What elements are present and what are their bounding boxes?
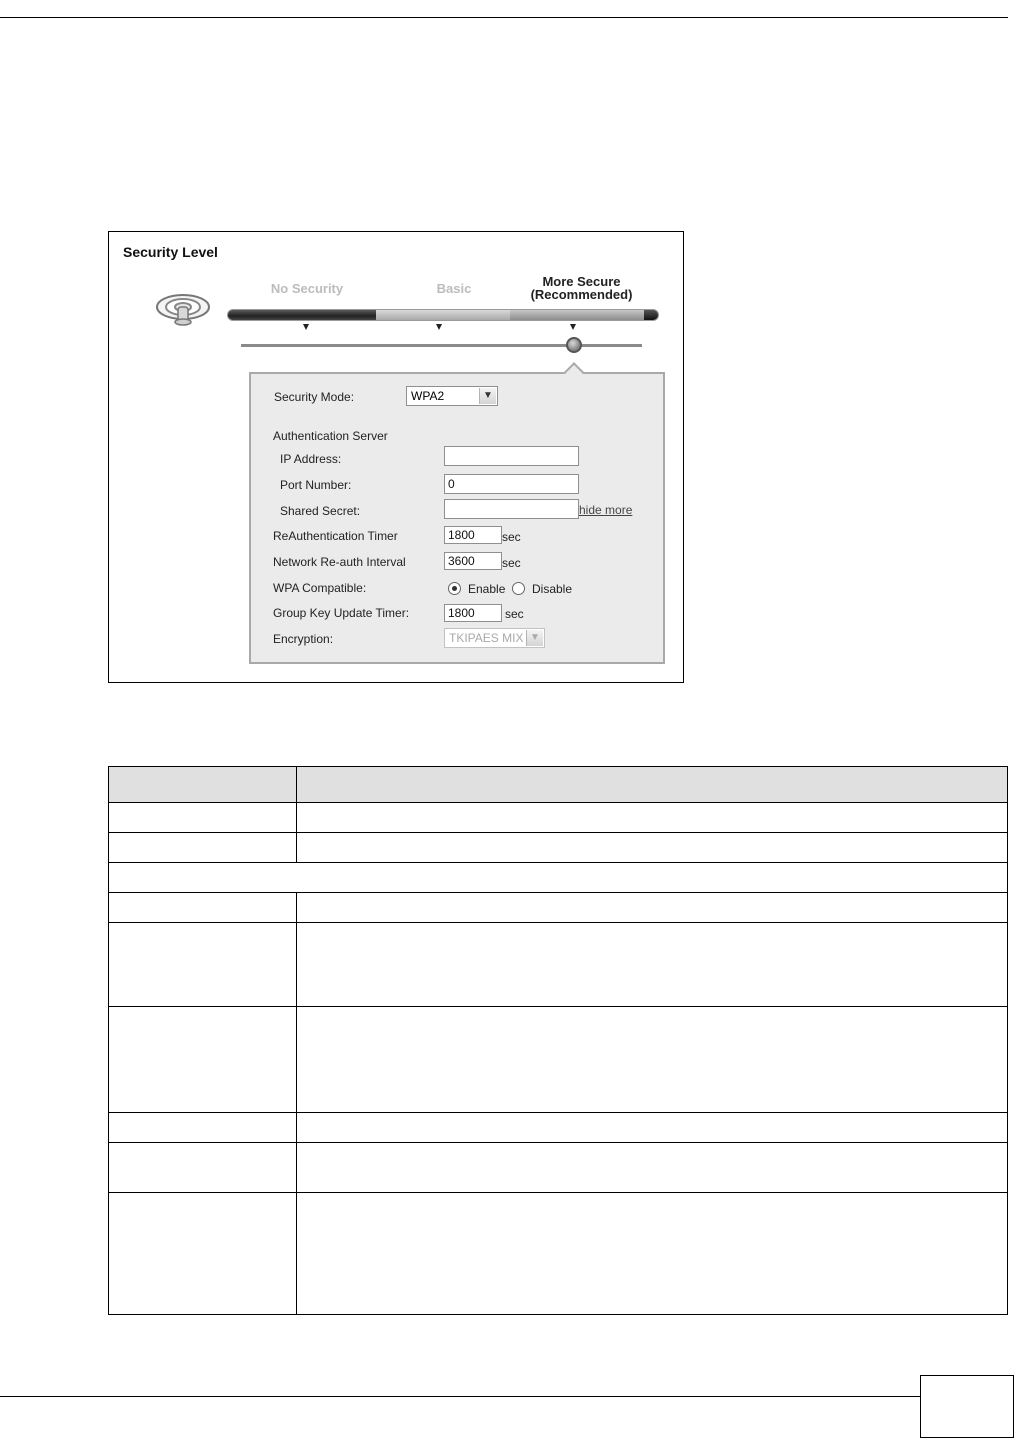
table-row [109, 893, 1008, 923]
table-cell [297, 803, 1008, 833]
level-no-security[interactable]: No Security [270, 281, 344, 296]
group-key-label: Group Key Update Timer: [273, 606, 410, 620]
hide-more-link[interactable]: hide more [579, 503, 633, 517]
header-rule [0, 17, 1008, 18]
table-row [109, 1113, 1008, 1143]
table-cell [297, 923, 1008, 1007]
level-basic[interactable]: Basic [436, 281, 472, 296]
table-cell [297, 893, 1008, 923]
table-row [109, 1193, 1008, 1315]
page-number-box [920, 1375, 1014, 1438]
reauth-interval-label: Network Re-auth Interval [273, 555, 406, 569]
table-cell [297, 833, 1008, 863]
table-row [109, 833, 1008, 863]
reauth-timer-unit: sec [502, 530, 521, 544]
tick-more-secure [570, 324, 576, 330]
table-row [109, 1007, 1008, 1113]
wifi-icon [153, 292, 213, 328]
description-table [108, 766, 1008, 1315]
table-cell [297, 1193, 1008, 1315]
footer-rule [0, 1396, 920, 1397]
group-key-unit: sec [505, 607, 524, 621]
chevron-down-icon: ▼ [479, 388, 496, 404]
reauth-timer-input[interactable]: 1800 [444, 526, 502, 544]
ip-address-input[interactable] [444, 446, 579, 466]
table-cell [109, 1007, 297, 1113]
wpa-disable-radio[interactable] [512, 582, 525, 595]
security-level-title: Security Level [123, 244, 218, 260]
security-level-screenshot [108, 231, 684, 683]
tick-no-security [303, 324, 309, 330]
wpa-disable-label: Disable [532, 582, 573, 596]
shared-secret-label: Shared Secret: [280, 504, 361, 518]
wpa-compatible-label: WPA Compatible: [273, 581, 367, 595]
table-cell [297, 1007, 1008, 1113]
table-cell [109, 1193, 297, 1315]
table-cell [297, 1143, 1008, 1193]
tick-basic [436, 324, 442, 330]
security-mode-label: Security Mode: [274, 390, 355, 404]
level-recommended-label: (Recommended) [530, 287, 633, 302]
port-number-input[interactable]: 0 [444, 474, 579, 494]
ip-address-label: IP Address: [280, 452, 342, 466]
reauth-interval-input[interactable]: 3600 [444, 552, 502, 570]
header-cell-description [297, 767, 1008, 803]
security-slider-knob[interactable] [566, 337, 582, 353]
reauth-timer-label: ReAuthentication Timer [273, 529, 398, 543]
table-row [109, 1143, 1008, 1193]
encryption-label: Encryption: [273, 632, 334, 646]
table-cell [109, 833, 297, 863]
level-more-secure[interactable] [524, 275, 639, 301]
security-mode-select[interactable] [406, 386, 498, 406]
chevron-down-icon: ▼ [526, 630, 543, 646]
wpa-enable-label: Enable [468, 582, 506, 596]
shared-secret-input[interactable] [444, 499, 579, 519]
table-cell [109, 1143, 297, 1193]
table-cell [297, 1113, 1008, 1143]
security-level-bar [227, 309, 659, 321]
encryption-value: TKIPAES MIX [449, 631, 524, 645]
header-cell-label [109, 767, 297, 803]
table-cell [109, 1113, 297, 1143]
group-key-input[interactable]: 1800 [444, 604, 502, 622]
table-cell [109, 803, 297, 833]
port-number-label: Port Number: [280, 478, 352, 492]
security-mode-value: WPA2 [411, 389, 445, 403]
table-cell [109, 923, 297, 1007]
table-row [109, 803, 1008, 833]
auth-server-label: Authentication Server [273, 429, 388, 443]
table-header-row [109, 767, 1008, 803]
reauth-interval-unit: sec [502, 556, 521, 570]
table-row [109, 863, 1008, 893]
level-more-secure-label: More Secure [542, 274, 621, 289]
table-cell [109, 893, 297, 923]
encryption-select[interactable] [444, 628, 545, 648]
table-cell [109, 863, 1008, 893]
table-row [109, 923, 1008, 1007]
wpa-enable-radio[interactable] [448, 582, 461, 595]
